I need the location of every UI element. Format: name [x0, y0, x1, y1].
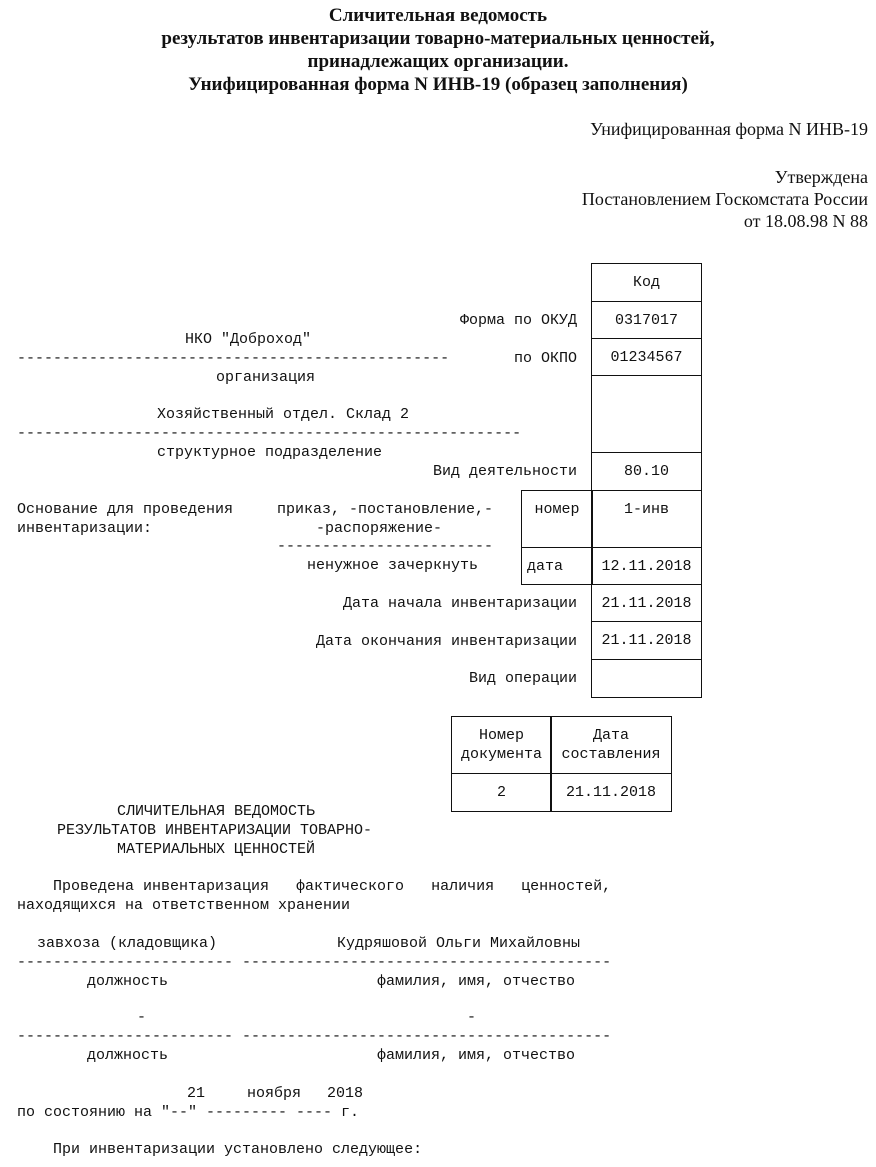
approval-line-3: от 18.08.98 N 88 [743, 211, 868, 231]
number-label-cell [521, 490, 593, 548]
statement-title-3: МАТЕРИАЛЬНЫХ ЦЕННОСТЕЙ [117, 841, 316, 858]
number-label: номер [534, 501, 580, 518]
as-of-month: ноября [247, 1085, 302, 1102]
subdivision-caption: структурное подразделение [157, 444, 383, 461]
doc-date-header-cell [550, 716, 672, 774]
document-title [0, 4, 876, 96]
body-line-1: Проведена инвентаризация фактического наличия ценностей, [17, 878, 612, 895]
title-line-1: Сличительная ведомость [328, 5, 548, 26]
okud-label: Форма по ОКУД [459, 312, 577, 329]
okud-cell [591, 301, 702, 339]
organization-name: НКО "Доброход" [185, 331, 312, 348]
date-label-cell [521, 547, 593, 585]
person-2-position: - [137, 1009, 147, 1026]
basis-doc-line-2: -распоряжение- [316, 520, 443, 537]
end-date-cell [591, 621, 702, 660]
title-line-2: результатов инвентаризации товарно-материальных ценностей, [161, 28, 715, 49]
operation-cell [591, 659, 702, 698]
person-2-name: - [467, 1009, 477, 1026]
as-of-line: по состоянию на "--" --------- ---- г. [17, 1104, 360, 1121]
activity-cell [591, 452, 702, 491]
doc-number-header-cell [451, 716, 552, 774]
form-label: Унифицированная форма N ИНВ-19 [590, 119, 868, 139]
end-date-label: Дата окончания инвентаризации [315, 633, 577, 650]
start-date-label: Дата начала инвентаризации [342, 595, 577, 612]
doc-date-header-2: составления [561, 746, 661, 763]
as-of-year: 2018 [327, 1085, 364, 1102]
okpo-label: по ОКПО [513, 350, 577, 367]
as-of-day: 21 [187, 1085, 206, 1102]
person-2-name-caption: фамилия, имя, отчество [377, 1047, 576, 1064]
person-1-dash-line: ------------------------ ----------------------------------------- [17, 954, 612, 971]
strike-note: ненужное зачеркнуть [307, 557, 479, 574]
doc-number-header-1: Номер [478, 727, 524, 744]
subdivision-dash-line: -------------------------------------------------------- [17, 425, 522, 442]
statement-title-2: РЕЗУЛЬТАТОВ ИНВЕНТАРИЗАЦИИ ТОВАРНО- [57, 822, 373, 839]
basis-label-2: инвентаризации: [17, 520, 153, 537]
doc-number-header-2: документа [460, 746, 542, 763]
end-date-value: 21.11.2018 [601, 632, 692, 649]
person-1-position: завхоза (кладовщика) [37, 935, 218, 952]
date-value-cell [591, 547, 702, 585]
doc-date-header-1: Дата [592, 727, 629, 744]
footer-line: При инвентаризации установлено следующее: [17, 1141, 423, 1158]
doc-number-cell [451, 773, 552, 812]
doc-number-value: 2 [496, 784, 506, 801]
okpo-cell [591, 338, 702, 376]
basis-doc-dash: ------------------------ [277, 538, 494, 555]
statement-title-1: СЛИЧИТЕЛЬНАЯ ВЕДОМОСТЬ [117, 803, 316, 820]
activity-value: 80.10 [623, 463, 669, 480]
operation-label: Вид операции [468, 670, 577, 687]
start-date-cell [591, 584, 702, 622]
basis-label-1: Основание для проведения [17, 501, 234, 518]
approval-line-2: Постановлением Госкомстата России [581, 189, 868, 209]
okud-value: 0317017 [614, 311, 678, 329]
subdivision-name: Хозяйственный отдел. Склад 2 [157, 406, 410, 423]
person-1-position-caption: должность [87, 973, 169, 990]
number-value-cell [591, 490, 702, 548]
organization-caption: организация [216, 369, 316, 386]
title-line-4: Унифицированная форма N ИНВ-19 (образец заполнения) [188, 74, 688, 95]
start-date-value: 21.11.2018 [601, 594, 692, 612]
basis-doc-line-1: приказ, -постановление,- [277, 501, 494, 518]
person-1-name-caption: фамилия, имя, отчество [377, 973, 576, 990]
doc-date-value: 21.11.2018 [565, 784, 656, 801]
doc-date-cell [550, 773, 672, 812]
date-value: 12.11.2018 [601, 557, 692, 575]
person-2-position-caption: должность [87, 1047, 169, 1064]
title-line-3: принадлежащих организации. [307, 51, 569, 72]
person-2-dash-line: ------------------------ ----------------------------------------- [17, 1028, 612, 1045]
code-header: Код [632, 274, 660, 291]
date-label: дата [527, 557, 564, 575]
number-value: 1-инв [623, 501, 669, 518]
organization-dash-line: ------------------------------------------------ [17, 350, 450, 367]
activity-label: Вид деятельности [432, 463, 577, 480]
approval-line-1: Утверждена [774, 167, 868, 187]
code-header-cell [591, 263, 702, 302]
okpo-value: 01234567 [610, 348, 683, 366]
person-1-name: Кудряшовой Ольги Михайловны [337, 935, 581, 952]
body-line-2: находящихся на ответственном хранении [17, 897, 351, 914]
subdivision-code-cell [591, 375, 702, 453]
